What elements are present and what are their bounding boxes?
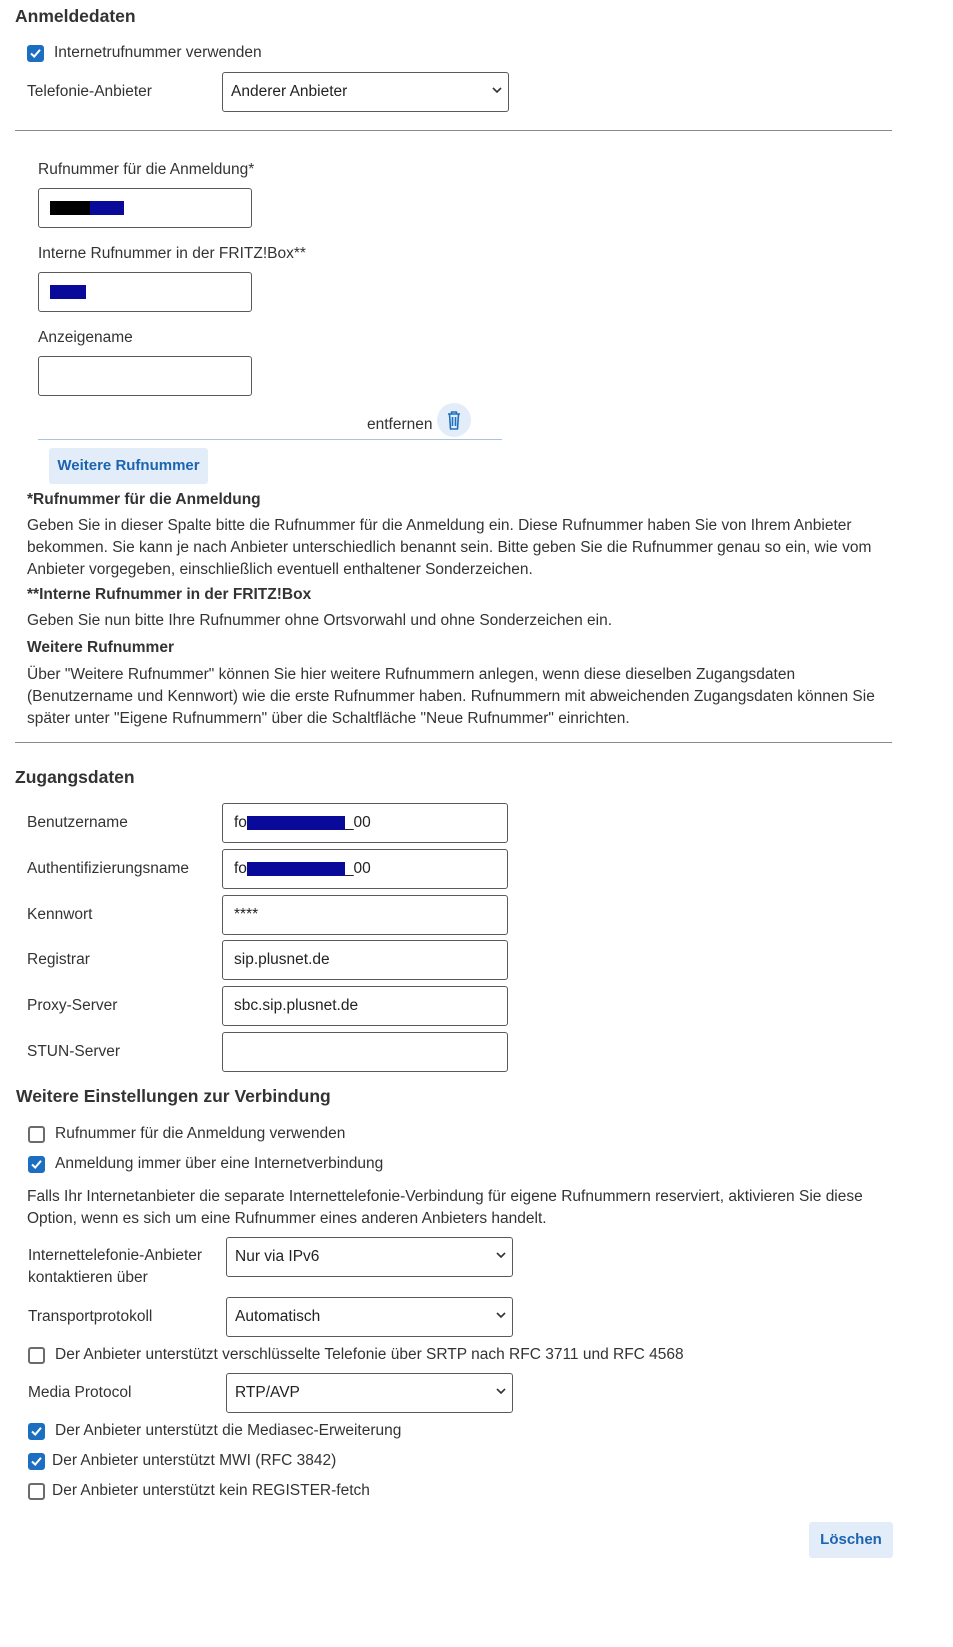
proxy-label: Proxy-Server	[27, 997, 118, 1014]
username-input[interactable]	[222, 803, 508, 843]
help-internal-title: **Interne Rufnummer in der FRITZ!Box	[27, 586, 312, 603]
help-more-title: Weitere Rufnummer	[27, 639, 174, 656]
login-number-input[interactable]	[38, 188, 252, 228]
media-select[interactable]	[226, 1373, 513, 1413]
stun-label: STUN-Server	[27, 1043, 121, 1060]
provider-select[interactable]	[222, 72, 509, 112]
redaction-block	[50, 201, 90, 215]
chevron-down-icon	[496, 1388, 506, 1395]
provider-label: Telefonie-Anbieter	[27, 83, 152, 100]
internal-number-label: Interne Rufnummer in der FRITZ!Box**	[38, 245, 306, 262]
use-internet-number-label: Internetrufnummer verwenden	[54, 44, 262, 61]
transport-label: Transportprotokoll	[28, 1308, 153, 1325]
transport-select[interactable]	[226, 1297, 513, 1337]
internal-number-input[interactable]	[38, 272, 252, 312]
authname-suffix: _00	[344, 860, 371, 877]
divider	[38, 439, 502, 440]
srtp-checkbox[interactable]	[28, 1347, 45, 1364]
help-internal-text: Geben Sie nun bitte Ihre Rufnummer ohne Ortsvorwahl und ohne Sonderzeichen ein.	[27, 612, 613, 629]
login-number-label: Rufnummer für die Anmeldung*	[38, 161, 255, 178]
use-login-number-label: Rufnummer für die Anmeldung verwenden	[55, 1125, 346, 1142]
chevron-down-icon	[496, 1312, 506, 1319]
help-login-title: *Rufnummer für die Anmeldung	[27, 491, 261, 508]
authname-prefix: fo	[234, 860, 247, 877]
delete-button[interactable]: Löschen	[809, 1522, 893, 1558]
authname-input[interactable]	[222, 849, 508, 889]
provider-select-value: Anderer Anbieter	[231, 83, 348, 100]
check-icon	[31, 1426, 42, 1437]
transport-select-value: Automatisch	[235, 1308, 321, 1325]
connection-info-text: Falls Ihr Internetanbieter die separate Internettelefonie-Verbindung für eigene Rufnummern reserviert, aktivieren Sie diese Option, wenn es sich um eine Rufnummer eines anderen Anbieters handelt.	[27, 1188, 863, 1227]
always-internet-label: Anmeldung immer über eine Internetverbindung	[55, 1155, 384, 1172]
redaction-block	[247, 816, 345, 830]
password-input[interactable]	[222, 895, 508, 935]
registrar-input[interactable]	[222, 940, 508, 980]
mwi-checkbox[interactable]	[28, 1453, 45, 1470]
chevron-down-icon	[492, 87, 502, 94]
contact-label-line1: Internettelefonie-Anbieter	[28, 1247, 203, 1264]
check-icon	[31, 1456, 42, 1467]
login-heading: Anmeldedaten	[15, 6, 136, 26]
access-heading: Zugangsdaten	[15, 767, 135, 787]
use-internet-number-checkbox[interactable]	[27, 45, 44, 62]
register-fetch-checkbox[interactable]	[28, 1483, 45, 1500]
stun-input[interactable]	[222, 1032, 508, 1072]
authname-label: Authentifizierungsname	[27, 860, 189, 877]
redaction-block	[50, 285, 86, 299]
redaction-block	[247, 862, 345, 876]
connection-heading: Weitere Einstellungen zur Verbindung	[16, 1086, 331, 1106]
always-internet-checkbox[interactable]	[28, 1156, 45, 1173]
password-label: Kennwort	[27, 906, 93, 923]
remove-button[interactable]	[437, 403, 471, 437]
proxy-input[interactable]	[222, 986, 508, 1026]
divider	[15, 742, 892, 743]
display-name-input[interactable]	[38, 356, 252, 396]
redaction-block	[90, 201, 124, 215]
chevron-down-icon	[496, 1252, 506, 1259]
registrar-label: Registrar	[27, 951, 90, 968]
trash-icon	[437, 403, 471, 437]
check-icon	[31, 1159, 42, 1170]
help-login-text: Geben Sie in dieser Spalte bitte die Rufnummer für die Anmeldung ein. Diese Rufnummer haben Sie von Ihrem Anbieter bekommen. Sie kann je nach Anbieter unterschiedlich benannt sein. Bitte geben Sie die Rufnummer genau so ein, wie vom Anbieter vorgegeben, einschließlich eventuell enthaltener Sonderzeichen.	[27, 517, 872, 578]
mediasec-checkbox[interactable]	[28, 1423, 45, 1440]
display-name-label: Anzeigename	[38, 329, 133, 346]
mwi-label: Der Anbieter unterstützt MWI (RFC 3842)	[52, 1452, 337, 1469]
contact-select[interactable]	[226, 1237, 513, 1277]
mediasec-label: Der Anbieter unterstützt die Mediasec-Erweiterung	[55, 1422, 402, 1439]
register-fetch-label: Der Anbieter unterstützt kein REGISTER-fetch	[52, 1482, 370, 1499]
use-login-number-checkbox[interactable]	[28, 1126, 45, 1143]
check-icon	[30, 48, 41, 59]
username-label: Benutzername	[27, 814, 128, 831]
contact-select-value: Nur via IPv6	[235, 1248, 320, 1265]
username-suffix: _00	[344, 814, 371, 831]
media-select-value: RTP/AVP	[235, 1384, 300, 1401]
more-numbers-button[interactable]: Weitere Rufnummer	[49, 448, 208, 484]
media-label: Media Protocol	[28, 1384, 132, 1401]
username-prefix: fo	[234, 814, 247, 831]
help-more-text: Über "Weitere Rufnummer" können Sie hier weitere Rufnummern anlegen, wenn diese dieselben Zugangsdaten (Benutzername und Kennwort) wie die erste Rufnummer haben. Rufnummern mit abweichenden Zugangsdaten können Sie später unter "Eigene Rufnummern" über die Schaltfläche "Neue Rufnummer" einrichten.	[27, 666, 875, 727]
divider	[15, 130, 892, 131]
contact-label	[28, 1245, 202, 1289]
remove-label[interactable]: entfernen	[367, 416, 433, 433]
srtp-label: Der Anbieter unterstützt verschlüsselte Telefonie über SRTP nach RFC 3711 und RFC 4568	[55, 1346, 684, 1363]
contact-label-line2: kontaktieren über	[28, 1269, 148, 1286]
